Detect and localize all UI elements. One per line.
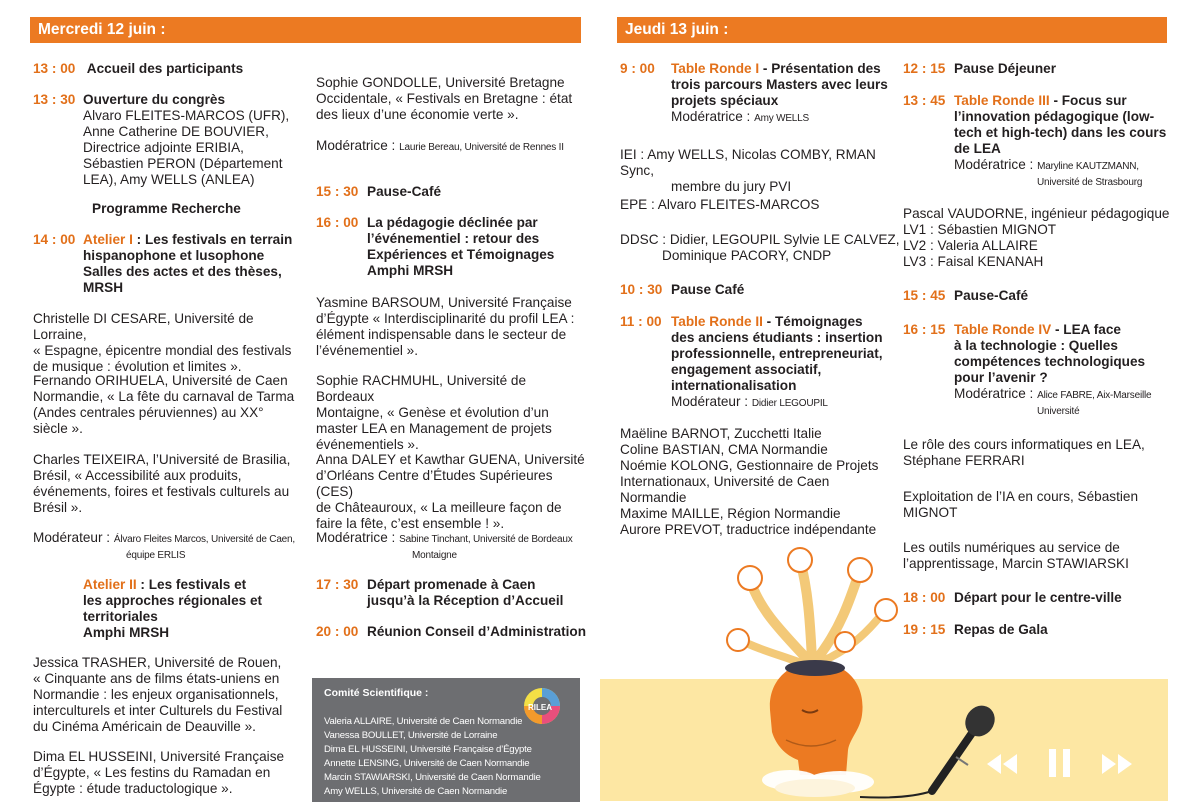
moderator-label: Modérateur :: [671, 394, 749, 409]
text-line: Brésil, « Accessibilité aux produits,: [33, 468, 242, 483]
session-time: 14 : 00: [33, 232, 76, 247]
text-line: « Cinquante ans de films états-uniens en: [33, 671, 280, 686]
fast-forward-icon[interactable]: [1100, 752, 1134, 776]
moderator-name: Laurie Bereau, Université de Rennes II: [399, 142, 564, 153]
session-title: à la technologie : Quelles: [954, 338, 1118, 353]
text-line: « Espagne, épicentre mondial des festivals: [33, 343, 292, 358]
text-line: membre du jury PVI: [671, 179, 792, 194]
text-line: Anne Catherine DE BOUVIER,: [83, 124, 269, 139]
session-location: Amphi MRSH: [83, 625, 170, 640]
session-title: projets spéciaux: [671, 93, 779, 108]
talk: [33, 749, 308, 797]
talk: [33, 311, 308, 375]
text-line: Pascal VAUDORNE, ingénieur pédagogique: [903, 206, 1170, 221]
programme-recherche: Programme Recherche: [92, 201, 241, 216]
comite-member: Dima EL HUSSEINI, Université Française d’Égypte: [324, 744, 532, 755]
session-title: trois parcours Masters avec leurs: [671, 77, 888, 92]
moderator-name: Maryline KAUTZMANN,: [1037, 161, 1139, 172]
talk: [903, 489, 1173, 521]
table-ronde-label: Table Ronde III: [954, 93, 1050, 108]
session-pause-dejeuner: [903, 61, 1056, 77]
text-line: interculturels et inter Culturels du Festival: [33, 703, 283, 718]
session-time: 13 : 45: [903, 93, 946, 108]
text-line: MIGNOT: [903, 505, 958, 520]
talk: [316, 452, 586, 532]
text-line: des lieux d’une économie verte ».: [316, 107, 519, 122]
text-line: Christelle DI CESARE, Université de Lorraine,: [33, 311, 254, 342]
text-line: événements, foires et festivals culturels au: [33, 484, 290, 499]
text-line: d’Orléans Centre d’Études Supérieures (CES): [316, 468, 553, 499]
comite-member: Amy WELLS, Université de Caen Normandie: [324, 786, 508, 797]
text-line: Montaigne, « Genèse et évolution d’un: [316, 405, 549, 420]
session-time: 19 : 15: [903, 622, 946, 637]
atelier-1: [33, 232, 308, 296]
session-title: l’innovation pédagogique (low-: [954, 109, 1155, 124]
talk: [33, 452, 308, 516]
talk: [903, 540, 1173, 572]
microphone-icon: [860, 695, 1000, 805]
session-title: : Les festivals en terrain: [132, 232, 293, 247]
text-line: Dima EL HUSSEINI, Université Française: [33, 749, 285, 764]
speaker-list-3: [903, 206, 1173, 270]
session-pause-cafe: [316, 184, 441, 200]
text-line: élément indispensable dans le secteur de: [316, 327, 567, 342]
talk: [33, 373, 308, 437]
session-title: compétences technologiques: [954, 354, 1146, 369]
session-title: La pédagogie déclinée par: [367, 215, 538, 230]
comite-scientifique: [312, 678, 580, 802]
text-line: Directrice adjointe ERIBIA,: [83, 140, 244, 155]
moderator-label: Modératrice :: [316, 138, 396, 153]
session-title: hispanophone et lusophone: [83, 248, 265, 263]
text-line: Normandie, « La fête du carnaval de Tarma: [33, 389, 295, 404]
session-time: 13 : 00: [33, 61, 76, 76]
session-pause-cafe-2: [620, 282, 744, 298]
session-title: Départ pour le centre-ville: [954, 590, 1122, 605]
text-line: Coline BASTIAN, CMA Normandie: [620, 442, 828, 457]
session-accueil: [33, 61, 303, 77]
text-line: l’événementiel ».: [316, 343, 419, 358]
text-line: Dominique PACORY, CNDP: [662, 248, 832, 263]
table-ronde-label: Table Ronde I: [671, 61, 760, 76]
talk: [316, 295, 586, 359]
atelier-label: Atelier II: [83, 577, 137, 592]
session-title: engagement associatif,: [671, 362, 822, 377]
moderator-name: Álvaro Fleites Marcos, Université de Caen,: [113, 534, 295, 545]
session-title: Repas de Gala: [954, 622, 1048, 637]
moderator: [316, 530, 586, 564]
session-title: tech et high-tech) dans les cours: [954, 125, 1167, 140]
session-promenade: [316, 577, 586, 609]
text-line: Fernando ORIHUELA, Université de Caen: [33, 373, 288, 388]
text-line: Sophie RACHMUHL, Université de Bordeaux: [316, 373, 527, 404]
session-title: professionnelle, entrepreneuriat,: [671, 346, 883, 361]
comite-member: Annette LENSING, Université de Caen Normandie: [324, 758, 530, 769]
speaker-group-iei: [620, 147, 900, 195]
session-title: - Focus sur: [1049, 93, 1127, 108]
session-title: territoriales: [83, 609, 158, 624]
session-time: 9 : 00: [620, 61, 655, 76]
text-line: Normandie: [620, 490, 687, 505]
speaker-group-ddsc: [620, 232, 900, 264]
text-line: LV3 : Faisal KENANAH: [903, 254, 1044, 269]
moderator-name: Amy WELLS: [754, 113, 809, 124]
session-title: Pause Café: [671, 282, 745, 297]
session-time: 15 : 45: [903, 288, 946, 303]
session-location: Amphi MRSH: [367, 263, 454, 278]
session-title: de LEA: [954, 141, 1001, 156]
moderator: [316, 138, 586, 156]
text-line: Charles TEIXEIRA, l’Université de Brasilia,: [33, 452, 291, 467]
table-ronde-3: [903, 93, 1173, 191]
session-title: des anciens étudiants : insertion: [671, 330, 883, 345]
table-ronde-1: [620, 61, 895, 127]
text-line: Jessica TRASHER, Université de Rouen,: [33, 655, 282, 670]
moderator-name: Montaigne: [412, 550, 457, 561]
session-time: 15 : 30: [316, 184, 359, 199]
session-title: - Présentation des: [759, 61, 881, 76]
session-pedagogie: [316, 215, 586, 279]
table-ronde-label: Table Ronde IV: [954, 322, 1052, 337]
session-time: 13 : 30: [33, 92, 76, 107]
table-ronde-2: [620, 314, 900, 412]
session-time: 16 : 15: [903, 322, 946, 337]
moderator-name: Didier LEGOUPIL: [751, 398, 828, 409]
session-ouverture: [33, 92, 308, 188]
text-line: (Andes centrales péruviennes) au XX°: [33, 405, 264, 420]
atelier-label: Atelier I: [83, 232, 133, 247]
text-line: Internationaux, Université de Caen: [620, 474, 830, 489]
moderator-name: Sabine Tinchant, Université de Bordeaux: [399, 534, 573, 545]
session-time: 16 : 00: [316, 215, 359, 230]
atelier-2: [83, 577, 308, 641]
speaker-list-2: [620, 426, 900, 538]
moderator-label: Modératrice :: [671, 109, 751, 124]
text-line: master LEA en Management de projets: [316, 421, 552, 436]
moderator-name: Alice FABRE, Aix-Marseille: [1037, 390, 1152, 401]
session-title: - LEA face: [1051, 322, 1121, 337]
text-line: Yasmine BARSOUM, Université Française: [316, 295, 572, 310]
text-line: Anna DALEY et Kawthar GUENA, Université: [316, 452, 585, 467]
day1-header: Mercredi 12 juin :: [30, 17, 581, 43]
text-line: d’Égypte, « Les festins du Ramadan en: [33, 765, 271, 780]
talk: [903, 437, 1173, 469]
text-line: de Châteauroux, « La meilleure façon de: [316, 500, 562, 515]
speaker-group-epe: EPE : Alvaro FLEITES-MARCOS: [620, 197, 820, 212]
text-line: LEA), Amy WELLS (ANLEA): [83, 172, 255, 187]
text-line: d’Égypte « Interdisciplinarité du profil LEA :: [316, 311, 575, 326]
comite-member: Vanessa BOULLET, Université de Lorraine: [324, 730, 498, 741]
text-line: IEI : Amy WELLS, Nicolas COMBY, RMAN Sync,: [620, 147, 876, 178]
session-time: 20 : 00: [316, 624, 359, 639]
talk: [316, 75, 586, 123]
text-line: Alvaro FLEITES-MARCOS (UFR),: [83, 108, 290, 123]
text-line: Brésil ».: [33, 500, 83, 515]
session-title: Ouverture du congrès: [83, 92, 226, 107]
text-line: Maxime MAILLE, Région Normandie: [620, 506, 841, 521]
text-line: Sophie GONDOLLE, Université Bretagne: [316, 75, 565, 90]
text-line: Aurore PREVOT, traductrice indépendante: [620, 522, 877, 537]
moderator: [33, 530, 308, 564]
text-line: DDSC : Didier, LEGOUPIL Sylvie LE CALVEZ,: [620, 232, 900, 247]
text-line: Normandie : les enjeux organisationnels,: [33, 687, 279, 702]
comite-title: Comité Scientifique :: [324, 687, 429, 699]
text-line: LV2 : Valeria ALLAIRE: [903, 238, 1038, 253]
session-time: 12 : 15: [903, 61, 946, 76]
text-line: Exploitation de l’IA en cours, Sébastien: [903, 489, 1139, 504]
session-title: les approches régionales et: [83, 593, 263, 608]
pause-icon[interactable]: [1047, 748, 1073, 778]
text-line: Maëline BARNOT, Zucchetti Italie: [620, 426, 822, 441]
rilea-logo-text: RILEA: [528, 703, 552, 712]
session-title: - Témoignages: [762, 314, 863, 329]
session-location: Salles des actes et des thèses, MRSH: [83, 264, 282, 295]
text-line: siècle ».: [33, 421, 83, 436]
session-time: 11 : 00: [620, 314, 662, 329]
session-title: jusqu’à la Réception d’Accueil: [367, 593, 564, 608]
text-line: l’apprentissage, Marcin STAWIARSKI: [903, 556, 1129, 571]
comite-member: Valeria ALLAIRE, Université de Caen Normandie: [324, 716, 523, 727]
text-line: du Cinéma Américain de Deauville ».: [33, 719, 256, 734]
session-title: Pause-Café: [954, 288, 1029, 303]
session-title: Réunion Conseil d’Administration: [367, 624, 587, 639]
text-line: de musique : évolution et limites ».: [33, 359, 242, 374]
text-line: Les outils numériques au service de: [903, 540, 1120, 555]
session-conseil: [316, 624, 586, 640]
session-title: l’événementiel : retour des: [367, 231, 540, 246]
session-time: 17 : 30: [316, 577, 359, 592]
text-line: Égypte : étude traductologique ».: [33, 781, 233, 796]
rewind-icon[interactable]: [985, 752, 1019, 776]
talk: [316, 373, 586, 453]
session-time: 18 : 00: [903, 590, 946, 605]
text-line: Noémie KOLONG, Gestionnaire de Projets: [620, 458, 879, 473]
moderator-label: Modératrice :: [954, 386, 1034, 401]
text-line: Stéphane FERRARI: [903, 453, 1025, 468]
moderator-name: Université de Strasbourg: [1037, 177, 1143, 188]
day2-header: Jeudi 13 juin :: [617, 17, 1167, 43]
session-depart-centre: [903, 590, 1122, 606]
session-title: Accueil des participants: [86, 61, 244, 76]
session-time: 10 : 30: [620, 282, 663, 297]
text-line: LV1 : Sébastien MIGNOT: [903, 222, 1057, 237]
session-title: Expériences et Témoignages: [367, 247, 555, 262]
session-title: Pause Déjeuner: [954, 61, 1056, 76]
moderator-label: Modératrice :: [954, 157, 1034, 172]
text-line: faire la fête, c’est ensemble ! ».: [316, 516, 505, 531]
text-line: événementiels ».: [316, 437, 419, 452]
session-title: Pause-Café: [367, 184, 442, 199]
moderator-label: Modérateur :: [33, 530, 111, 545]
session-title: pour l’avenir ?: [954, 370, 1048, 385]
text-line: Occidentale, « Festivals en Bretagne : état: [316, 91, 573, 106]
session-pause-cafe-3: [903, 288, 1028, 304]
session-title: Départ promenade à Caen: [367, 577, 536, 592]
text-line: Sébastien PERON (Département: [83, 156, 283, 171]
moderator-label: Modératrice :: [316, 530, 396, 545]
comite-member: Marcin STAWIARSKI, Université de Caen Normandie: [324, 772, 541, 783]
moderator-name: équipe ERLIS: [126, 550, 186, 561]
session-title: : Les festivals et: [136, 577, 247, 592]
table-ronde-4: [903, 322, 1173, 420]
session-title: internationalisation: [671, 378, 797, 393]
talk: [33, 655, 308, 735]
table-ronde-label: Table Ronde II: [671, 314, 763, 329]
moderator-name: Université: [1037, 406, 1080, 417]
text-line: Le rôle des cours informatiques en LEA,: [903, 437, 1145, 452]
